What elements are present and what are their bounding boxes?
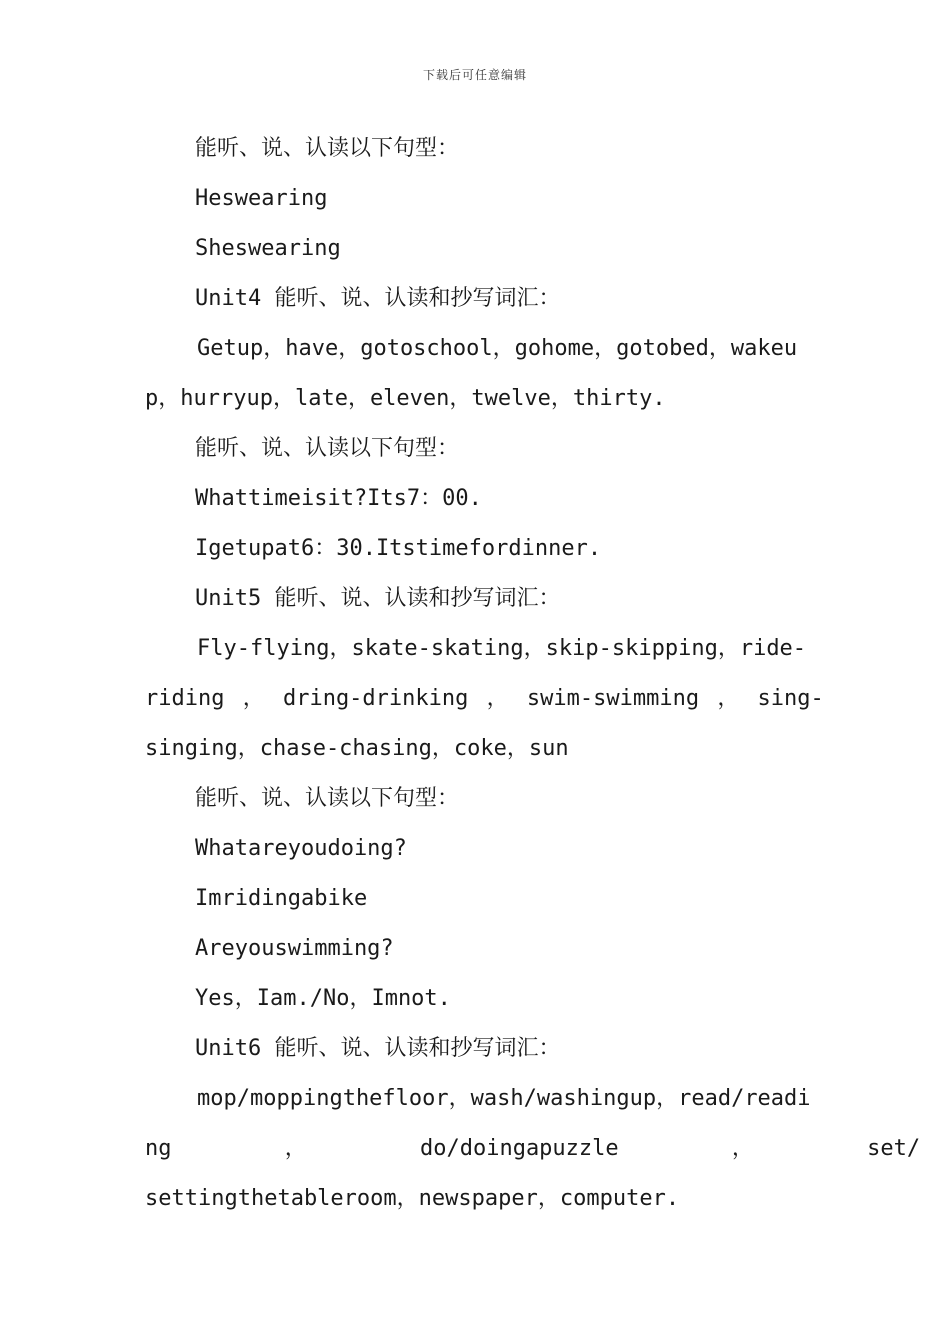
unit5-heading: Unit5 能听、说、认读和抄写词汇： bbox=[195, 586, 561, 611]
unit6-heading: Unit6 能听、说、认读和抄写词汇： bbox=[195, 1036, 561, 1061]
vocab-text: Fly-flying，skate-skating，skip-skipping，ride- bbox=[197, 636, 807, 661]
sentence-line: Whattimeisit?Its7：00. bbox=[195, 486, 482, 511]
sentence-line: Sheswearing bbox=[195, 236, 341, 261]
vocab-line: singing，chase-chasing，coke，sun bbox=[145, 736, 569, 761]
sentence-line: Imridingabike bbox=[195, 886, 368, 911]
sentence-line: Igetupat6：30.Itstimefordinner. bbox=[195, 536, 602, 561]
sentence-heading: 能听、说、认读以下句型： bbox=[195, 786, 460, 811]
vocab-line: riding ， dring-drinking ， swim-swimming ， sing- bbox=[145, 686, 824, 711]
vocab-line: ng ， do/doingapuzzle ， set/ bbox=[145, 1136, 921, 1161]
vocab-line: settingthetableroom，newspaper，computer. bbox=[145, 1186, 680, 1211]
sentence-line: Whatareyoudoing? bbox=[195, 836, 407, 861]
vocab-line bbox=[145, 1074, 811, 1124]
vocab-line bbox=[145, 324, 807, 374]
vocab-text: mop/moppingthefloor，wash/washingup，read/readi bbox=[197, 1086, 811, 1111]
vocab-text: Getup，have，gotoschool，gohome，gotobed，wakeu bbox=[197, 336, 798, 361]
sentence-heading: 能听、说、认读以下句型： bbox=[195, 436, 460, 461]
sentence-line: Heswearing bbox=[195, 186, 328, 211]
sentence-line: Areyouswimming? bbox=[195, 936, 394, 961]
vocab-line: p，hurryup，late，eleven，twelve，thirty. bbox=[145, 386, 666, 411]
sentence-heading: 能听、说、认读以下句型： bbox=[195, 136, 460, 161]
unit4-heading: Unit4 能听、说、认读和抄写词汇： bbox=[195, 286, 561, 311]
sentence-line: Yes，Iam./No，Imnot. bbox=[195, 986, 451, 1011]
document-body bbox=[145, 124, 921, 1224]
vocab-line bbox=[145, 624, 807, 674]
page-header: 下载后可任意编辑 bbox=[422, 68, 527, 82]
